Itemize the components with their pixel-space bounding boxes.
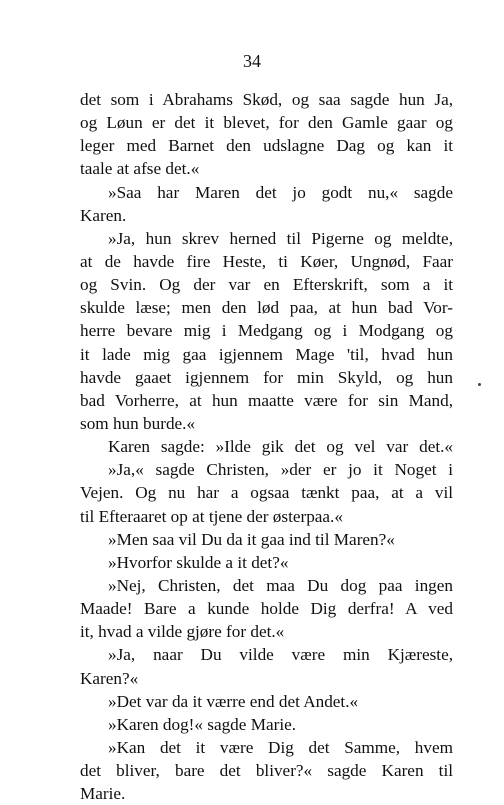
text-line: at de havde fire Heste, ti Køer, Ungnød, Faar xyxy=(80,251,453,271)
stray-ink-mark xyxy=(478,383,481,386)
text-line: »Men saa vil Du da it gaa ind til Maren?« xyxy=(108,529,395,549)
text-line: Karen sagde: »Ilde gik det og vel var det.« xyxy=(108,437,453,457)
text-line: »Ja,« sagde Christen, »der er jo it Noget i xyxy=(108,460,453,480)
text-line: bad Vorherre, at hun maatte være for sin Mand, xyxy=(80,390,453,410)
text-line: Karen. xyxy=(80,205,127,225)
text-line: Marie. xyxy=(80,784,126,804)
text-line: til Efteraaret op at tjene der østerpaa.« xyxy=(80,506,343,526)
text-line: »Kan det it være Dig det Samme, hvem xyxy=(108,737,453,757)
text-line: Vejen. Og nu har a ogsaa tænkt paa, at a vil xyxy=(80,483,453,503)
text-line: herre bevare mig i Medgang og i Modgang og xyxy=(80,321,453,341)
body-text xyxy=(80,88,453,805)
text-line: »Nej, Christen, det maa Du dog paa ingen xyxy=(108,575,453,595)
text-line: leger med Barnet den udslagne Dag og kan it xyxy=(80,136,453,156)
text-line: taale at afse det.« xyxy=(80,159,200,179)
text-line: it lade mig gaa igjennem Mage 'til, hvad hun xyxy=(80,344,453,364)
text-line: »Saa har Maren det jo godt nu,« sagde xyxy=(108,182,453,202)
text-line: Maade! Bare a kunde holde Dig derfra! A ved xyxy=(80,599,453,619)
text-line: »Hvorfor skulde a it det?« xyxy=(108,552,289,572)
text-line: »Ja, hun skrev herned til Pigerne og meldte, xyxy=(108,228,453,248)
text-line: it, hvad a vilde gjøre for det.« xyxy=(80,622,285,642)
text-line: »Ja, naar Du vilde være min Kjæreste, xyxy=(108,645,453,665)
text-line: det bliver, bare det bliver?« sagde Karen til xyxy=(80,761,453,781)
text-line: »Det var da it værre end det Andet.« xyxy=(108,691,359,711)
text-line: Karen?« xyxy=(80,668,139,688)
text-line: som hun burde.« xyxy=(80,413,196,433)
text-line: det som i Abrahams Skød, og saa sagde hun Ja, xyxy=(80,90,453,109)
text-line: skulde læse; men den lød paa, at hun bad Vor- xyxy=(80,298,453,318)
text-line: og Svin. Og der var en Efterskrift, som a it xyxy=(80,275,453,295)
text-line: havde gaaet igjennem for min Skyld, og hun xyxy=(80,367,453,387)
page-number: 34 xyxy=(243,51,261,71)
text-line: »Karen dog!« sagde Marie. xyxy=(108,714,297,734)
text-line: og Løun er det it blevet, for den Gamle gaar og xyxy=(80,113,453,133)
